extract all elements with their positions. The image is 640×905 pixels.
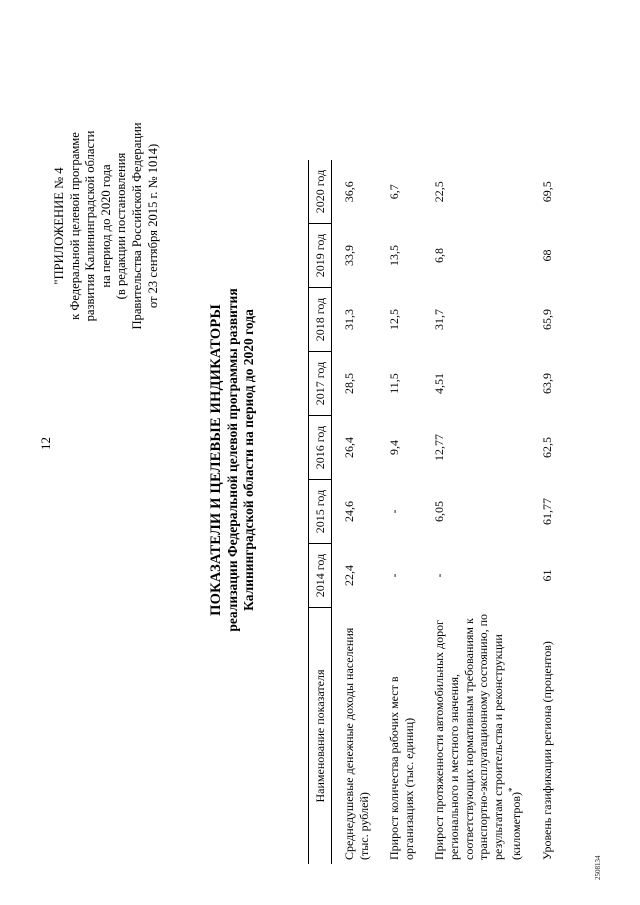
indicator-name: Среднедушевые денежные доходы населения (тыс. рублей) — [342, 627, 371, 860]
column-header-year: 2018 год — [309, 288, 332, 352]
appendix-line: на период до 2020 года — [98, 164, 113, 288]
column-header-year: 2019 год — [309, 224, 332, 288]
indicator-value: 12,77 — [432, 434, 447, 461]
indicator-value: 61,77 — [539, 498, 554, 525]
appendix-line: развития Калининградской области — [83, 130, 98, 322]
column-header-year: 2020 год — [309, 160, 332, 224]
indicator-value: - — [387, 573, 402, 578]
page-number: 12 — [38, 437, 53, 450]
indicator-value: 6,8 — [432, 248, 447, 263]
indicator-value: 28,5 — [342, 373, 356, 394]
column-header-name: Наименование показателя — [309, 608, 332, 865]
indicator-value: 4,51 — [432, 373, 447, 394]
appendix-line: Правительства Российской Федерации — [129, 122, 144, 330]
indicator-value: 33,9 — [342, 245, 356, 266]
indicator-value: 24,6 — [342, 501, 356, 522]
indicator-value: 26,4 — [342, 437, 356, 458]
indicator-value: 61 — [539, 569, 554, 582]
appendix-line: (в редакции постановления — [114, 152, 129, 300]
indicator-name-cell — [422, 608, 530, 865]
title-main: ПОКАЗАТЕЛИ И ЦЕЛЕВЫЕ ИНДИКАТОРЫ — [208, 304, 224, 616]
indicator-value: 22,5 — [432, 181, 447, 203]
table-row — [422, 160, 530, 864]
indicator-value: 9,4 — [387, 440, 402, 455]
indicator-value: 13,5 — [387, 245, 402, 266]
appendix-line: "ПРИЛОЖЕНИЕ № 4 — [52, 167, 66, 285]
indicator-value: 69,5 — [539, 181, 554, 203]
indicator-value: 62,5 — [539, 437, 554, 458]
document-title — [208, 40, 257, 880]
indicator-value: - — [387, 509, 402, 514]
appendix-header — [52, 46, 161, 406]
indicator-value: 6,05 — [432, 501, 447, 522]
column-header-year: 2015 год — [309, 480, 332, 544]
indicator-value: 31,7 — [432, 309, 447, 330]
indicator-value: 68 — [539, 249, 554, 262]
column-header-year: 2016 год — [309, 416, 332, 480]
table-header-row — [309, 160, 332, 864]
footnote-marker: * — [507, 787, 518, 793]
title-sub-line-2: Калининградской области на период до 2020 года — [241, 309, 256, 611]
column-header-year: 2014 год — [309, 544, 332, 608]
indicators-table — [308, 160, 561, 864]
appendix-line: от 23 сентября 2015 г. № 1014) — [145, 143, 160, 309]
indicator-value: 31,3 — [342, 309, 356, 330]
appendix-line: к Федеральной целевой программе — [67, 132, 82, 320]
indicator-value: 12,5 — [387, 309, 402, 330]
rotated-sheet — [40, 40, 600, 880]
indicator-value: 6,7 — [387, 184, 402, 200]
indicator-value: 22,4 — [342, 565, 356, 586]
indicator-value: 36,6 — [342, 181, 356, 203]
indicator-name: Уровень газификации региона (процентов) — [539, 641, 554, 860]
column-header-year: 2017 год — [309, 352, 332, 416]
indicator-name: Прирост протяженности автомобильных дорог регионального и местного значения, соответствующих нормативным требованиям к транспортно-эксплуатационному состоянию, по результатам строительства и реконструкции (километров) — [432, 614, 524, 860]
indicator-name: Прирост количества рабочих мест в организациях (тыс. единиц) — [387, 676, 416, 860]
table-row — [530, 160, 561, 864]
title-sub-line-1: реализации Федеральной целевой программы развития — [225, 288, 240, 632]
indicator-value: 65,9 — [539, 309, 554, 330]
indicator-value: 11,5 — [387, 373, 402, 394]
document-code: 2508134 — [594, 855, 602, 880]
indicator-value: - — [432, 573, 447, 578]
table-row — [377, 160, 422, 864]
table-row — [332, 160, 378, 864]
indicator-value: 63,9 — [539, 373, 554, 394]
